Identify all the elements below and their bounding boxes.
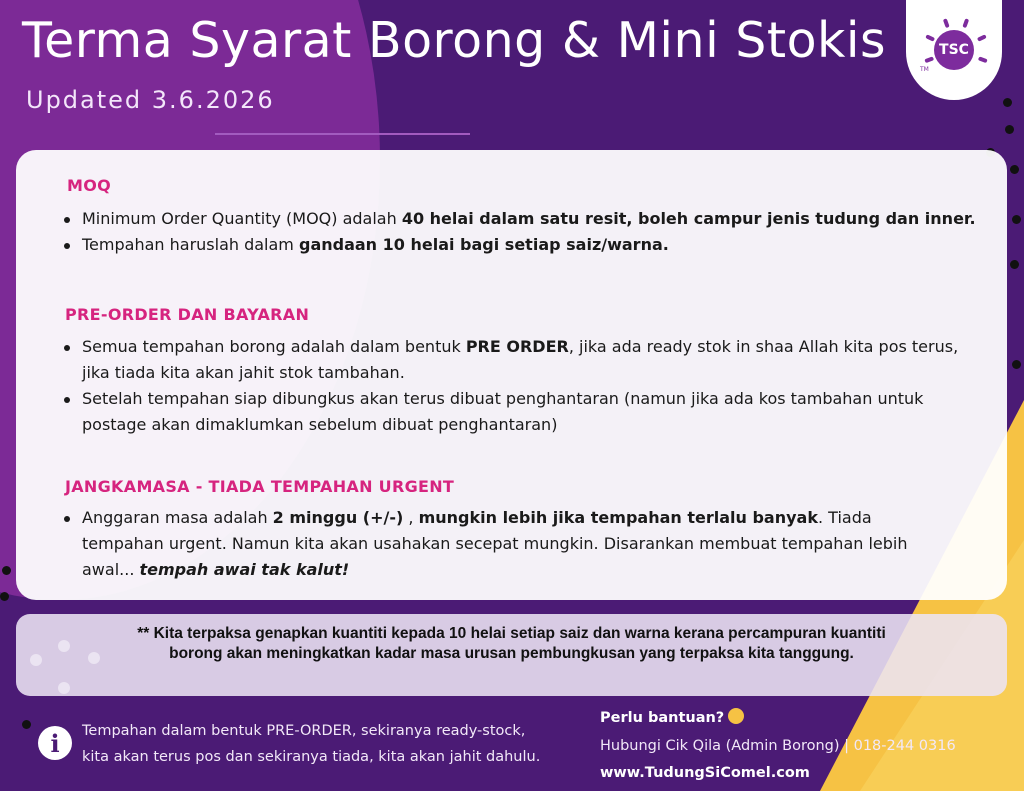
decor-dot [1003, 98, 1012, 107]
brand-logo [906, 0, 1002, 100]
decor-dot [1005, 125, 1014, 134]
jangkamasa-list [60, 505, 940, 583]
decor-dot [2, 566, 11, 575]
help-title: Perlu bantuan? [600, 706, 956, 730]
decor-dot [1010, 260, 1019, 269]
list-item: Setelah tempahan siap dibungkus akan terus dibuat penghantaran (namun jika ada kos tambahan untuk postage akan dimaklumkan sebelum dibuat penghantaran) [60, 386, 960, 438]
decor-dot [1012, 360, 1021, 369]
decor-dot [0, 592, 9, 601]
section-heading-jangkamasa: JANGKAMASA - TIADA TEMPAHAN URGENT [65, 477, 455, 496]
info-icon: i [38, 726, 72, 760]
section-heading-moq: MOQ [67, 176, 112, 195]
logo-text: TSC [939, 42, 969, 58]
page-subtitle: Updated 3.6.2026 [26, 86, 275, 114]
terms-card [16, 150, 1007, 600]
section-heading-preorder: PRE-ORDER DAN BAYARAN [65, 305, 310, 324]
logo-trademark: TM [920, 66, 929, 73]
decor-dot [1010, 165, 1019, 174]
help-section [600, 706, 956, 786]
page-title: Terma Syarat Borong & Mini Stokis [22, 12, 887, 69]
preorder-list [60, 334, 960, 438]
list-item: Anggaran masa adalah 2 minggu (+/-) , mungkin lebih jika tempahan terlalu banyak. Tiada tempahan urgent. Namun kita akan usahakan secepat mungkin. Disarankan membuat tempahan lebih awal... tempah awai tak kalut! [60, 505, 940, 583]
info-text: Tempahan dalam bentuk PRE-ORDER, sekiranya ready-stock, kita akan terus pos dan sekiranya tiada, kita akan jahit dahulu. [82, 723, 541, 765]
list-item: Semua tempahan borong adalah dalam bentuk PRE ORDER, jika ada ready stok in shaa Allah kita pos terus, jika tiada kita akan jahit stok tambahan. [60, 334, 960, 386]
website-link[interactable]: www.TudungSiComel.com [600, 765, 810, 781]
help-contact: Hubungi Cik Qila (Admin Borong) | 018-244 0316 [600, 738, 956, 754]
tsc-logo-icon [934, 30, 974, 70]
decor-dot [22, 720, 31, 729]
notice-box: ** Kita terpaksa genapkan kuantiti kepada 10 helai setiap saiz dan warna kerana percampuran kuantiti borong akan meningkatkan kadar masa urusan pembungkusan yang terpaksa kita tanggung. [16, 614, 1007, 696]
moq-list [60, 206, 1000, 258]
decor-dot [1012, 215, 1021, 224]
smiley-icon [728, 708, 744, 724]
list-item: Tempahan haruslah dalam gandaan 10 helai bagi setiap saiz/warna. [60, 232, 1000, 258]
list-item: Minimum Order Quantity (MOQ) adalah 40 helai dalam satu resit, boleh campur jenis tudung dan inner. [60, 206, 1000, 232]
title-divider [215, 133, 470, 135]
